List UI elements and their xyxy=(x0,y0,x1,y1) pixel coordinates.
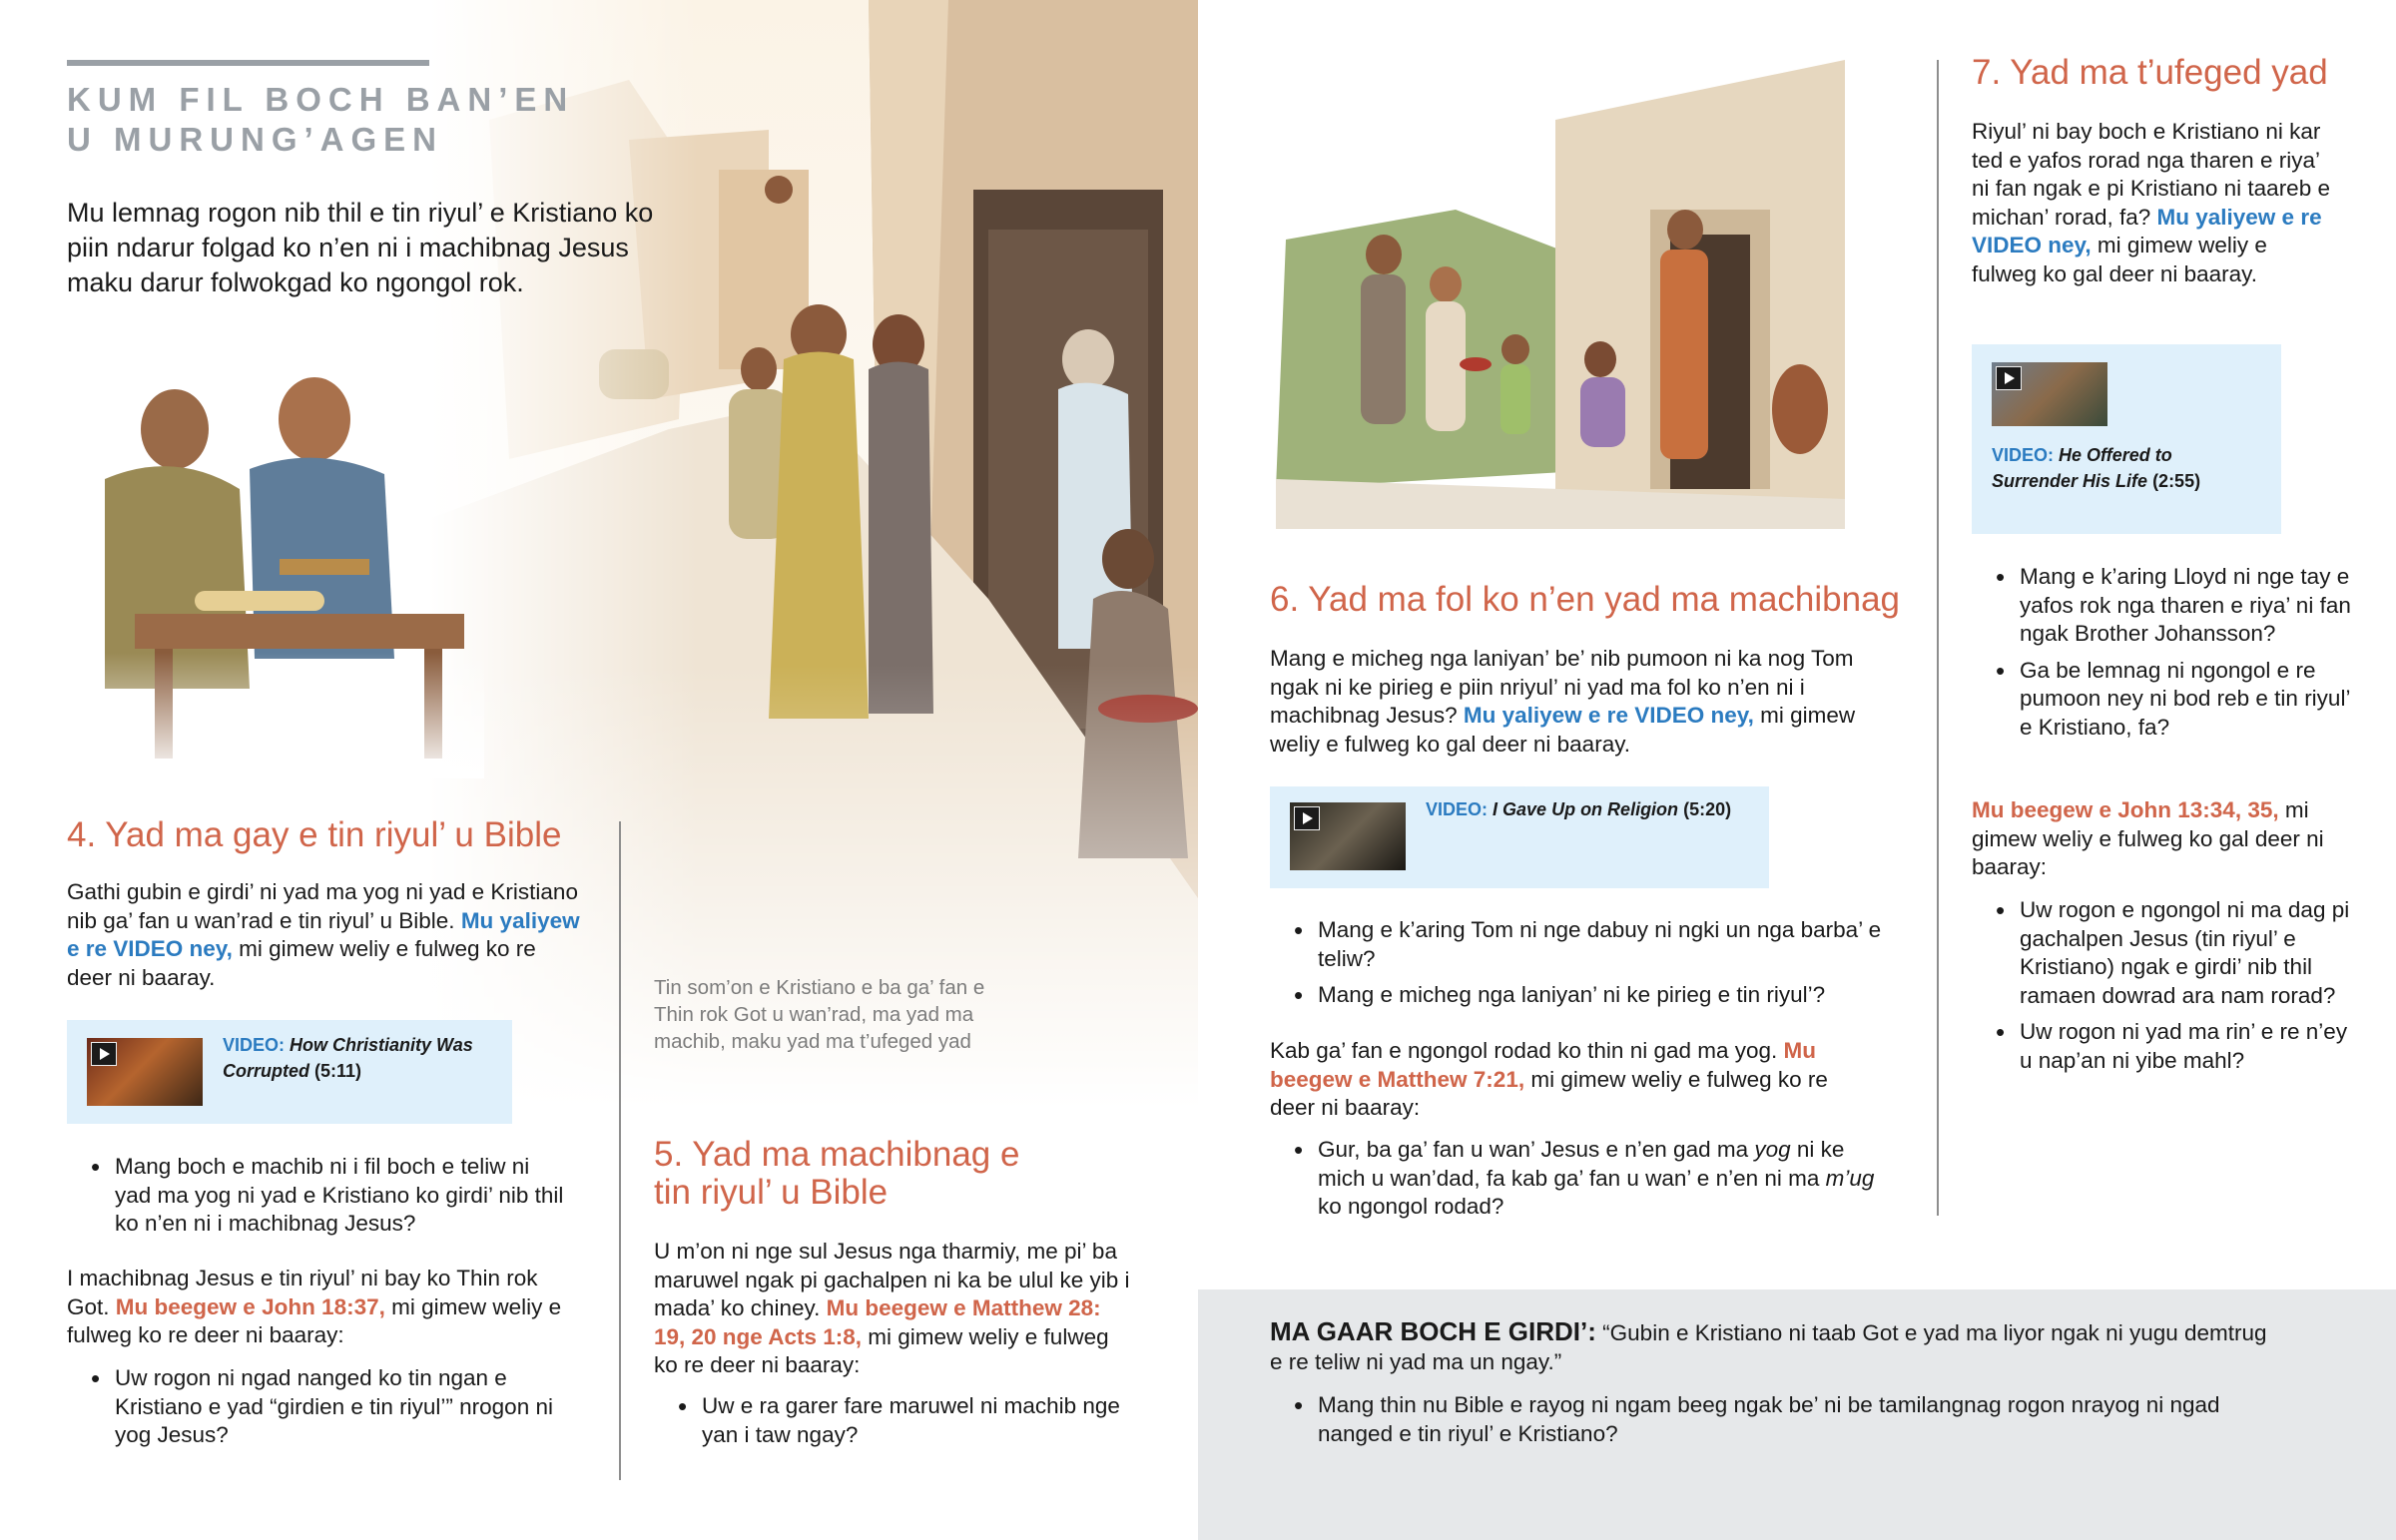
video-thumbnail[interactable] xyxy=(1290,802,1406,870)
watch-video-link[interactable]: Mu yaliyew e re VIDEO ney, xyxy=(1463,703,1754,728)
bullet-text-a: Gur, ba ga’ fan u wan’ Jesus e n’en gad ma xyxy=(1318,1137,1755,1162)
video-thumbnail[interactable] xyxy=(1992,362,2107,426)
illustration-caption: Tin som’on e Kristiano e ba ga’ fan e Thin rok Got u wan’rad, ma yad ma machib, maku yad ma t’ufeged yad xyxy=(654,976,985,1053)
section-4-bullets-1 xyxy=(67,1153,566,1247)
list-item: • Ga be lemnag ni ngongol e re pumoon ney ni bod reb e tin riyul’ e Kristiano, fa? xyxy=(1972,657,2351,743)
section-5-heading-line-1: 5. Yad ma machibnag e xyxy=(654,1135,1020,1174)
list-item: • Uw rogon ni yad ma rin’ e re n’ey u nap’an ni yibe mahl? xyxy=(1972,1018,2351,1075)
section-5-paragraph xyxy=(654,1238,1133,1380)
section-7-bullets-1 xyxy=(1972,563,2351,750)
section-6-bullets-1 xyxy=(1270,916,1899,1018)
emphasis-yog: yog xyxy=(1754,1137,1791,1162)
video-box-how-christianity-was-corrupted[interactable] xyxy=(67,1020,512,1124)
section-6-paragraph-1 xyxy=(1270,645,1869,759)
list-item xyxy=(1270,1136,1889,1222)
kicker-line-2: U MURUNG’AGEN xyxy=(67,121,443,158)
emphasis-mug: m’ug xyxy=(1825,1165,1875,1191)
section-4-paragraph-2 xyxy=(67,1265,586,1350)
section-6-heading: 6. Yad ma fol ko n’en yad ma machibnag xyxy=(1270,580,1901,619)
video-label: VIDEO: xyxy=(1992,445,2055,465)
intro-text: Mu lemnag rogon nib thil e tin riyul’ e Kristiano ko piin ndarur folgad ko n’en ni i machibnag Jesus maku darur folwokgad ko ngongol rok. xyxy=(67,198,654,297)
scripture-link-john-18-37[interactable]: Mu beegew e John 18:37, xyxy=(115,1293,385,1319)
section-4-para1-tail: mi gimew weliy e fulweg ko re deer ni baaray. xyxy=(67,936,536,990)
kicker-line-1: KUM FIL BOCH BAN’EN xyxy=(67,81,575,118)
watch-video-link[interactable]: Mu yaliyew e re VIDEO ney, xyxy=(67,907,580,961)
section-7-para1-tail: mi gimew weliy e fulweg ko gal deer ni baaray. xyxy=(1972,233,2267,286)
video-caption xyxy=(223,1032,502,1084)
section-6-para1-text: Mang e micheg nga laniyan’ be’ nib pumoon ni ka nog Tom ngak ni ke pirieg e piin nriyul’ ni yad ma fol ko n’en ni i machibnag Jesus? xyxy=(1270,646,1854,728)
video-box-i-gave-up-on-religion[interactable] xyxy=(1270,786,1769,888)
scroll-reading-illustration xyxy=(65,359,484,778)
list-item: • Uw rogon e ngongol ni ma dag pi gachalpen Jesus (tin riyul’ e Kristiano) ngak e girdi’ nib thil ramaen dowrad ara nam rorad? xyxy=(1972,896,2351,1010)
section-7-heading: 7. Yad ma t’ufeged yad xyxy=(1972,53,2328,92)
video-duration: (5:20) xyxy=(1683,799,1732,819)
list-item: • Mang boch e machib ni i fil boch e teliw ni yad ma yog ni yad e Kristiano ko girdi’ nib thil ko n’en ni i machibnag Jesus? xyxy=(67,1153,566,1239)
section-7-para2-tail: mi gimew weliy e fulweg ko gal deer ni baaray: xyxy=(1972,797,2324,879)
video-caption xyxy=(1992,442,2261,494)
scripture-link-matthew-28[interactable]: Mu beegew e Matthew 28: 19, 20 nge Acts 1:8, xyxy=(654,1295,1101,1349)
column-divider-right xyxy=(1937,60,1939,1216)
section-4-bullets-2 xyxy=(67,1364,566,1458)
section-7-bullets-2 xyxy=(1972,896,2351,1083)
section-6-paragraph-2 xyxy=(1270,1037,1869,1123)
play-icon[interactable] xyxy=(1996,366,2022,390)
list-item: • Uw e ra garer fare maruwel ni machib nge yan i taw ngay? xyxy=(654,1392,1123,1449)
section-7-para1-text: Riyul’ ni bay boch e Kristiano ni kar ted e yafos rorad nga tharen e riya’ ni fan ngak e pi Kristiano ni taareb e michan’ rorad, fa? xyxy=(1972,119,2330,230)
footer-quote xyxy=(1270,1317,2268,1376)
video-caption xyxy=(1426,796,1765,822)
list-item: • Mang e k’aring Lloyd ni nge tay e yafos rok nga tharen e riya’ ni fan ngak Brother Johansson? xyxy=(1972,563,2351,649)
section-4-paragraph-1 xyxy=(67,878,586,992)
section-4-heading: 4. Yad ma gay e tin riyul’ u Bible xyxy=(67,815,562,854)
section-7-paragraph-1 xyxy=(1972,118,2336,288)
play-icon[interactable] xyxy=(91,1042,117,1066)
section-5-bullets xyxy=(654,1392,1123,1457)
section-6-para2-text: Kab ga’ fan e ngongol rodad ko thin ni gad ma yog. xyxy=(1270,1038,1784,1063)
footer-label: MA GAAR BOCH E GIRDI’: xyxy=(1270,1316,1596,1346)
section-4-para2-text: I machibnag Jesus e tin riyul’ ni bay ko Thin rok Got. xyxy=(67,1266,538,1319)
footer-quote-text: “Gubin e Kristiano ni taab Got e yad ma liyor ngak ni yugu demtrug e re teliw ni yad ma un ngay.” xyxy=(1270,1320,2267,1374)
video-title: He Offered to Surrender His Life xyxy=(1992,445,2172,491)
list-item: • Mang e k’aring Tom ni nge dabuy ni ngki un nga barba’ e teliw? xyxy=(1270,916,1899,973)
section-4-para1-text: Gathi gubin e girdi’ ni yad ma yog ni yad e Kristiano nib ga’ fan u wan’rad e tin riyul’ u Bible. xyxy=(67,879,578,933)
section-5-heading-line-2: tin riyul’ u Bible xyxy=(654,1173,889,1212)
video-thumbnail[interactable] xyxy=(87,1038,203,1106)
section-6-para1-tail: mi gimew weliy e fulweg ko gal deer ni baaray. xyxy=(1270,703,1856,757)
page-kicker xyxy=(67,80,626,160)
section-5-para-text: U m’on ni nge sul Jesus nga tharmiy, me pi’ ba maruwel ngak pi gachalpen ni ka be ulul ke yib i mada’ ko chiney. xyxy=(654,1239,1130,1320)
scripture-link-john-13-34[interactable]: Mu beegew e John 13:34, 35, xyxy=(1972,797,2279,822)
family-doorway-illustration xyxy=(1256,60,1855,529)
footer-panel xyxy=(1198,1289,2396,1540)
list-item: • Mang e micheg nga laniyan’ ni ke pirieg e tin riyul’? xyxy=(1270,981,1899,1010)
video-box-he-offered-to-surrender[interactable] xyxy=(1972,344,2281,534)
watch-video-link[interactable]: Mu yaliyew e re VIDEO ney, xyxy=(1972,204,2322,257)
bullet-text-b: ni ke mich u wan’dad, fa kab ga’ fan u wan’ e n’en ni ma xyxy=(1318,1137,1845,1191)
play-icon[interactable] xyxy=(1294,806,1320,830)
section-7-paragraph-2 xyxy=(1972,796,2331,882)
video-duration: (2:55) xyxy=(2152,471,2201,491)
section-4-para2-tail: mi gimew weliy e fulweg ko re deer ni baaray: xyxy=(67,1293,562,1347)
scripture-link-matthew-7-21[interactable]: Mu beegew e Matthew 7:21, xyxy=(1270,1038,1817,1092)
video-label: VIDEO: xyxy=(1426,799,1489,819)
bullet-text-c: ko ngongol rodad? xyxy=(1318,1194,1504,1219)
video-title: How Christianity Was Corrupted xyxy=(223,1035,473,1081)
list-item: • Mang thin nu Bible e rayog ni ngam beeg ngak be’ ni be tamilangnag rogon nrayog ni ngad nanged e tin riyul’ e Kristiano? xyxy=(1270,1391,2228,1448)
section-6-bullets-2 xyxy=(1270,1136,1889,1230)
footer-bullets xyxy=(1270,1391,2228,1456)
video-label: VIDEO: xyxy=(223,1035,286,1055)
section-5-heading xyxy=(654,1136,1173,1212)
video-duration: (5:11) xyxy=(314,1061,362,1081)
section-6-para2-tail: mi gimew weliy e fulweg ko re deer ni baaray: xyxy=(1270,1066,1828,1120)
column-divider-left xyxy=(619,821,621,1480)
video-title: I Gave Up on Religion xyxy=(1493,799,1679,819)
list-item: • Uw rogon ni ngad nanged ko tin ngan e Kristiano e yad “girdien e tin riyul’” nrogon ni yog Jesus? xyxy=(67,1364,566,1450)
section-5-para-tail: mi gimew weliy e fulweg ko re deer ni baaray: xyxy=(654,1323,1109,1377)
